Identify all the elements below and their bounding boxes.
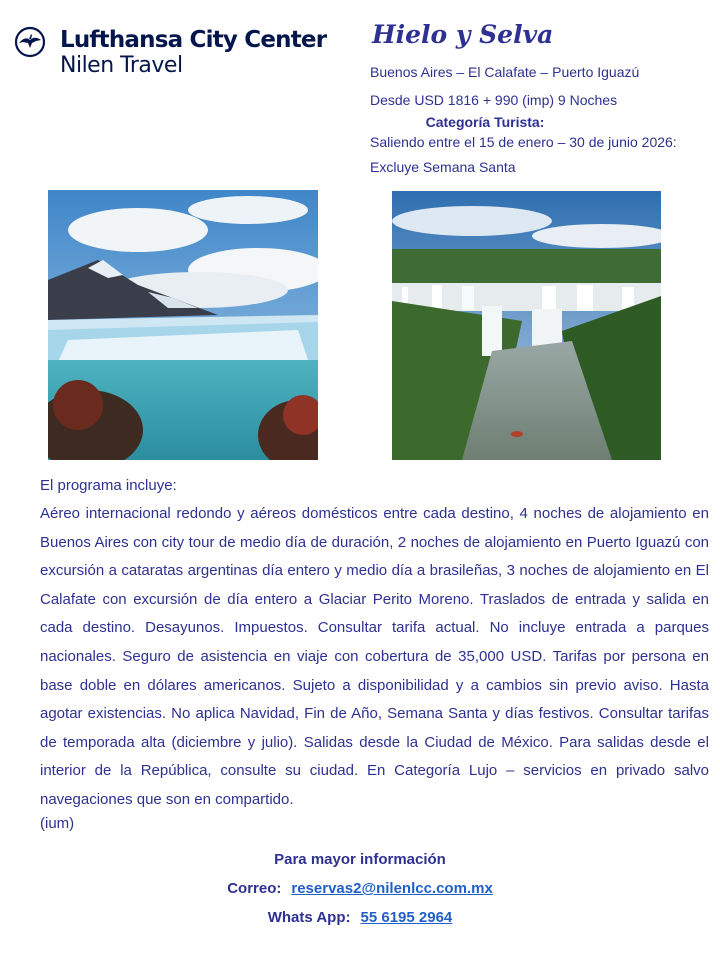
trip-exclusion: Excluye Semana Santa	[370, 159, 516, 175]
brand-name: Lufthansa City Center	[60, 27, 327, 53]
email-link[interactable]: reservas2@nilenlcc.com.mx	[291, 880, 493, 897]
trip-header	[370, 18, 715, 175]
trip-price: Desde USD 1816 + 990 (imp) 9 Noches	[370, 92, 618, 108]
trip-dates: Saliendo entre el 15 de enero – 30 de junio 2026:	[370, 134, 677, 150]
program-heading: El programa incluye:	[40, 477, 177, 494]
whatsapp-label: Whats App:	[267, 909, 351, 926]
trip-route: Buenos Aires – El Calafate – Puerto Iguazú	[370, 64, 640, 80]
program-note: (ium)	[40, 814, 75, 832]
glacier-photo	[48, 190, 318, 460]
brand-logo	[14, 26, 326, 78]
email-label: Correo:	[227, 880, 282, 897]
lufthansa-crane-icon	[14, 26, 46, 58]
contact-whatsapp-row	[0, 909, 720, 926]
brand-agency: Nilen Travel	[60, 53, 183, 78]
whatsapp-link[interactable]: 55 6195 2964	[360, 909, 453, 926]
trip-title: Hielo y Selva	[372, 20, 554, 49]
waterfalls-photo	[392, 191, 661, 460]
contact-heading: Para mayor información	[274, 851, 446, 868]
contact-email-row	[0, 880, 720, 897]
program-section	[40, 476, 709, 833]
trip-category: Categoría Turista:	[425, 114, 545, 130]
program-description: Aéreo internacional redondo y aéreos domésticos entre cada destino, 4 noches de alojamiento en Buenos Aires con city tour de medio día de duración, 2 noches de alojamiento en Puerto Iguazú con excursión a cataratas argentinas día entero y medio día a brasileñas, 3 noches de alojamiento en El Calafate con excursión de día entero a Glaciar Perito Moreno. Traslados de entrada y salida en cada destino. Desayunos. Impuestos. Consultar tarifa actual. No incluye entrada a parques nacionales. Seguro de asistencia en viaje con cobertura de 35,000 USD. Tarifas por persona en base doble en dólares americanos. Sujeto a disponibilidad y a cambios sin previo aviso. Hasta agotar existencias. No aplica Navidad, Fin de Año, Semana Santa y días festivos. Consultar tarifas de temporada alta (diciembre y julio). Salidas desde la Ciudad de México. Para salidas desde el interior de la República, consulte su ciudad. En Categoría Lujo – servicios en privado salvo navegaciones que son en compartido.	[40, 505, 709, 808]
